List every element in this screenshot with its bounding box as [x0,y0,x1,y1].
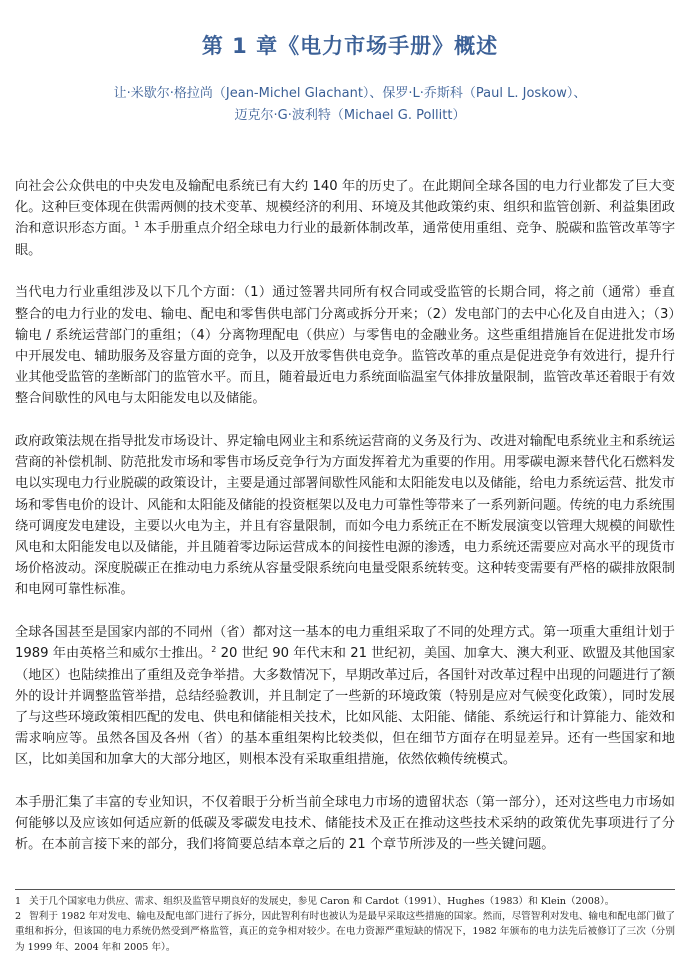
paragraph [15,792,675,856]
author-list [40,83,660,127]
author-line-2: 迈克尔·G·波利特（Michael G. Pollitt） [234,108,466,123]
paragraph-text: 全球各国甚至是国家内部的不同州（省）都对这一基本的电力重组采取了不同的处理方式。第一项重大重组计划于 1989 年由英格兰和威尔士推出。 [15,625,675,662]
footnote-text: 智利于 1982 年对发电、输电及配电部门进行了拆分，因此智利有时也被认为是最早采取这些措施的国家。然而，尽管智利对发电、输电和配电部门做了重组和拆分，但该国的电力系统仍然受到严格监管，真正的竞争相对较少。在电力资源严重短缺的情况下，1982 年颁布的电力法先后被修订了三次（分别为 1999 年、2004 年和 2005 年）。 [15,911,675,953]
footnote-text: 关于几个国家电力供应、需求、组织及监管早期良好的发展史，参见 Caron 和 Cardot（1991）、Hughes（1983）和 Klein（2008）。 [29,896,615,907]
footnote-number: 1 [15,896,22,907]
paragraph-text: 本手册重点介绍全球电力行业的最新体制改革，通常使用重组、竞争、脱碳和监管改革等字眼。 [15,221,676,258]
footnote [15,894,675,909]
footnote-number: 2 [15,911,22,923]
paragraph [15,622,675,770]
paragraph-text: 本手册汇集了丰富的专业知识，不仅着眼于分析当前全球电力市场的遗留状态（第一部分），还对这些电力市场如何能够以及应该如何适应新的低碳及零碳发电技术、储能技术及正在推动这些技术采纳的政策优先事项进行了分析。在本前言接下来的部分，我们将简要总结本章之后的 21 个章节所涉及的一些关键问题。 [15,795,675,853]
body-text [15,176,675,856]
paragraph-text: 当代电力行业重组涉及以下几个方面：（1）通过签署共同所有权合同或受监管的长期合同，将之前（通常）垂直整合的电力行业的发电、输电、配电和零售供电部门分离或拆分开来；（2）发电部门的去中心化及自由进入；（3）输电 / 系统运营部门的重组；（4）分离物理配电（供应）与零售电的金融业务。这些重组措施旨在促进批发市场中开展发电、辅助服务及容量方面的竞争，以及开放零售供电竞争。监管改革的重点是促进竞争有效进行，提升行业其他受监管的垄断部门的监管水平。而且，随着最近电力系统面临温室气体排放量限制，监管改革还着眼于有效整合间歇性的风电与太阳能发电以及储能。 [15,285,675,407]
paragraph-text: 政府政策法规在指导批发市场设计、界定输电网业主和系统运营商的义务及行为、改进对输配电系统业主和系统运营商的补偿机制、防范批发市场和零售市场反竞争行为方面发挥着尤为重要的作用。用零碳电源来替代化石燃料发电以实现电力行业脱碳的政策设计，主要是通过部署间歇性风能和太阳能发电以及储能，给电力系统运营、批发市场和零售电价的设计、风能和太阳能及储能的投资框架以及电力可靠性等带来了一系列新问题。传统的电力系统围绕可调度发电建设，主要以火电为主，并且有容量限制，而如今电力系统正在不断发展演变以管理大规模的间歇性风电和太阳能发电以及储能，并且随着零边际运营成本的间接性电源的渗透，电力系统还需要应对高水平的现货市场价格波动。深度脱碳正在推动电力系统从容量受限系统向电量受限系统转变。这种转变需要有严格的碳排放限制和电网可靠性标准。 [15,434,675,598]
author-line-1: 让·米歇尔·格拉尚（Jean-Michel Glachant）、保罗·L·乔斯科（Paul L. Joskow）、 [113,86,587,101]
paragraph-text: 向社会公众供电的中央发电及输配电系统已有大约 140 年的历史了。在此期间全球各国的电力行业都发了巨大变化。这种巨变体现在供需两侧的技术变革、规模经济的利用、环境及其他政策约束、组织和监管创新、利益集团政治和意识形态方面。 [15,179,675,237]
footnote-reference[interactable]: 2 [211,645,217,655]
footnote [15,909,675,955]
paragraph [15,282,675,409]
footnotes [15,889,675,955]
footnote-reference[interactable]: 1 [134,220,140,230]
paragraph [15,176,675,261]
chapter-title: 第 1 章《电力市场手册》概述 [201,34,499,58]
paragraph-text: 20 世纪 90 年代末和 21 世纪初，美国、加拿大、澳大利亚、欧盟及其他国家（地区）也陆续推出了重组及竞争举措。大多数情况下，早期改革过后，各国针对改革过程中出现的问题进行了额外的设计并调整监管举措，总结经验教训，并且制定了一些新的环境政策（特别是应对气候变化政策），同时发展了与这些环境政策相匹配的发电、供电和储能相关技术，比如风能、太阳能、储能、系统运行和计算能力、能效和需求响应等。虽然各国及各州（省）的基本重组架构比较类似，但在细节方面存在明显差异。还有一些国家和地区，比如美国和加拿大的大部分地区，则根本没有采取重组措施，依然依赖传统模式。 [15,646,675,768]
paragraph [15,431,675,601]
